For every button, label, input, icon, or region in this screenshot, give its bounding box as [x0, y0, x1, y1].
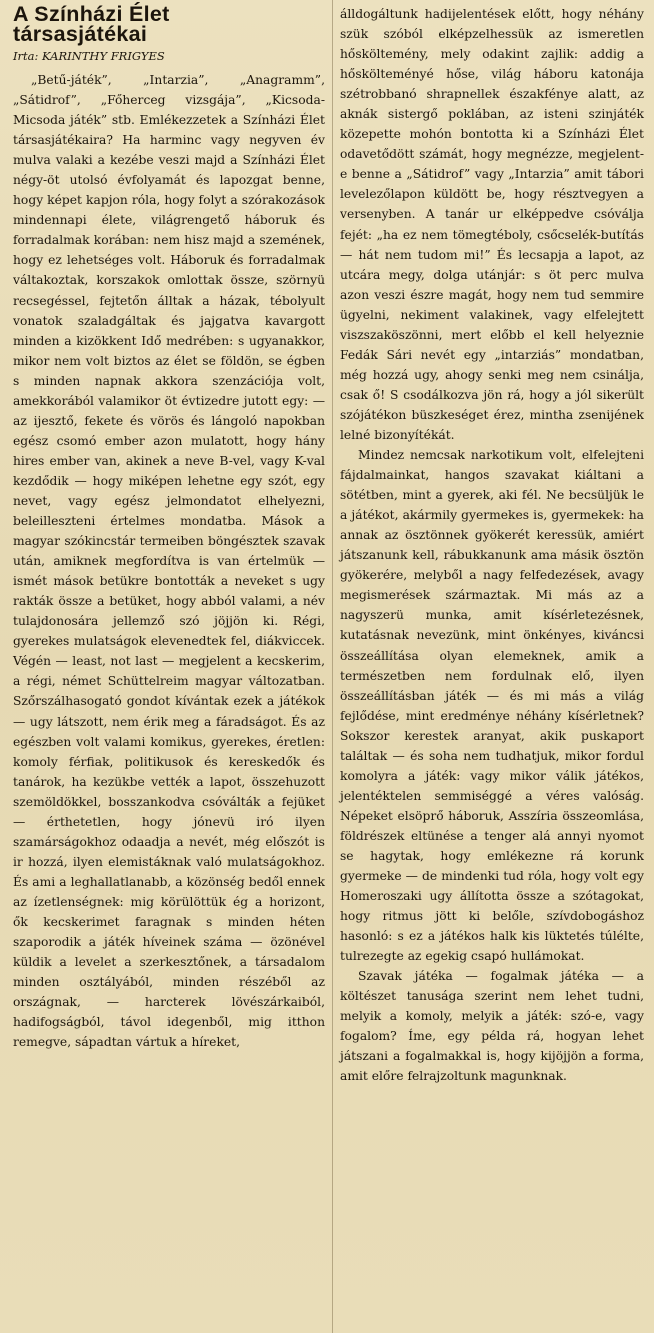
column-divider [332, 0, 333, 1333]
right-paragraph-1: álldogáltunk hadijelentések előtt, hogy néhány szük szóból elképzelhessük az ismeretlen hősköltemény, mely odakint zajlik: addig a hőskölteményé hőse, világ háboru katonája szétrobbanó shrapnellek északfénye alatt, az aknák sistergő poklában, az isteni szinjáték közepette mohón bontotta ki a Színházi Élet odavetődött számát, hogy megnézze, megjelent-e benne a „Sátidrof” vagy „Intarzia” amit tábori levelezőlapon küldött be, hogy résztvegyen a versenyben. A tanár ur elképpedve csóválja fejét: „ha ez nem tömegtéboly, csőcselék-butítás — hát nem tudom mi!” És lecsapja a lapot, az utcára megy, dolga utánjár: s öt perc mulva azon veszi észre magát, hogy nem tud semmire ügyelni, nekiment valakinek, vagy elfelejtett viszszaköszönni, mert előbb el kell helyeznie Fedák Sári nevét egy „intarziás” mondatban, még hozzá ugy, ahogy senki meg nem csinálja, csak ő! S csodálkozva jön rá, hogy a jól sikerült szójátékon büszkeséget érez, mintha zsenijének lelné bizonyítékát. [340, 7, 644, 442]
right-paragraph-3: Szavak játéka — fogalmak játéka — a költészet tanusága szerint nem lehet tudni, melyik a komoly, melyik a játék: szó-e, vagy fogalom? Íme, egy példa rá, hogyan lehet játszani a fogalmakkal is, hogy kijöjjön a forma, amit előre felrajzoltunk magunknak. [340, 969, 644, 1084]
left-paragraph-1: „Betű-játék”, „Intarzia”, „Anagramm”, „Sátidrof”, „Főherceg vizsgája”, „Kicsoda-Micsoda játék” stb. Emlékezzetek a Színházi Élet társasjátékaira? Ha harminc vagy negyven év mulva valaki a kezébe veszi majd a Színházi Élet négy-öt utolsó évfolyamát és lapozgat benne, hogy képet kapjon róla, hogy folyt a szórakozások mindennapi élete, világrengető háboruk és forradalmak korában: nem hisz majd a szemének, hogy ez lehetséges volt. Háboruk és forradalmak váltakoztak, korszakok omlottak össze, szörnyü recsegéssel, fejtetőn álltak a házak, tébolyult vonatok szaladgáltak és jajgatva kavargott minden a kizökkent Idő medrében: s ugyanakkor, mikor nem volt biztos az élet se földön, se égben s minden napnak akkora szenzációja volt, amekkorából valamikor öt évtizedre jutott egy: — az ijesztő, fekete és vörös és lángoló napokban egész csomó ember azon mulatott, hogy hány hires ember van, akinek a neve B-vel, vagy K-val kezdődik — hogy miképen lehetne egy szót, egy nevet, vagy egész jelmondatot elhelyezni, beleilleszteni értelmes mondatba. Mások a magyar szókincstár termeiben böngésztek szavak után, amiknek megfordítva is van értelmük — ismét mások betükre bontották a neveket s ugy rakták össze a betüket, hogy abból valami, a név tulajdonosára jellemző szó jöjjön ki. Régi, gyerekes mulatságok elevenedtek fel, diákviccek. Végén — least, not last — megjelent a kecskerim, a régi, német Schüttelreim magyar változatban. Szőrszálhasogató gondot kívántak ezek a játékok — ugy látszott, nem érik meg a fáradságot. És az egészben volt valami komikus, gyerekes, éretlen: komoly férfiak, politikusok és kereskedők és tanárok, ha kezükbe vették a lapot, összehuzott szemöldökkel, bosszankodva csóválták a fejüket — érthetetlen, hogy jónevü iró ilyen szamárságokhoz odaadja a nevét, még előszót is ir hozzá, ilyen elemistáknak való mulatságokhoz. És ami a leghallatlanabb, a közönség bedől ennek az ízetlenségnek: mig körülöttük ég a horizont, ők kecskerimet faragnak s minden héten szaporodik a játék híveinek száma — özönével küldik a levelet a szerkesztőnek, a társadalom minden osztályából, minden részéből az országnak, — harcterek lövészárkaiból, hadifogságból, távol idegenből, mig itthon remegve, sápadtan vártuk a híreket, [13, 73, 325, 1050]
right-paragraph-2: Mindez nemcsak narkotikum volt, elfelejteni fájdalmainkat, hangos szavakat kiáltani a sötétben, mint a gyerek, aki fél. Ne becsüljük le a játékot, akármily gyermekes is, gyermekek: ha annak az ösztönnek gyökerét keressük, amiért játszanunk kell, rábukkanunk ama másik ösztön gyökerére, melyből a nagy felfedezések, avagy megismerések származtak. Mi más az a nagyszerü munka, amit kísérletezésnek, kutatásnak nevezünk, mint önkényes, kiváncsi összeállítása olyan elemeknek, amik a természetben nem fordulnak elő, ilyen összeállításban játék — és mi más a világ fejlődése, mint eredménye néhány kísérletnek? Sokszor kerestek aranyat, akik puskaport találtak — és soha nem tudhatjuk, mikor fordul komolyra a játék: vagy mikor válik játékos, jelentéktelen semmiséggé a véres valóság. Népeket elsöprő háboruk, Asszíria összeomlása, földrészek eltünése a tenger alá annyi nyomot se hagytak, hogy emlékezne rá korunk gyermeke — de mindenki tud róla, hogy volt egy Homeroszaki ugy állította össze a szótagokat, hogy ritmus jött ki belőle, szívdobogáshoz hasonló: s ez a játékos halk kis lüktetés túlélte, tulrezegte az egekig csapó hullámokat. [340, 448, 644, 964]
article-title [13, 4, 325, 44]
right-column [340, 4, 644, 1329]
byline: Irta: KARINTHY FRIGYES [13, 49, 165, 63]
title-line-2: társasjátékai [13, 22, 148, 46]
title-line-1: A Színházi Élet [13, 2, 170, 26]
left-column [13, 4, 325, 1329]
